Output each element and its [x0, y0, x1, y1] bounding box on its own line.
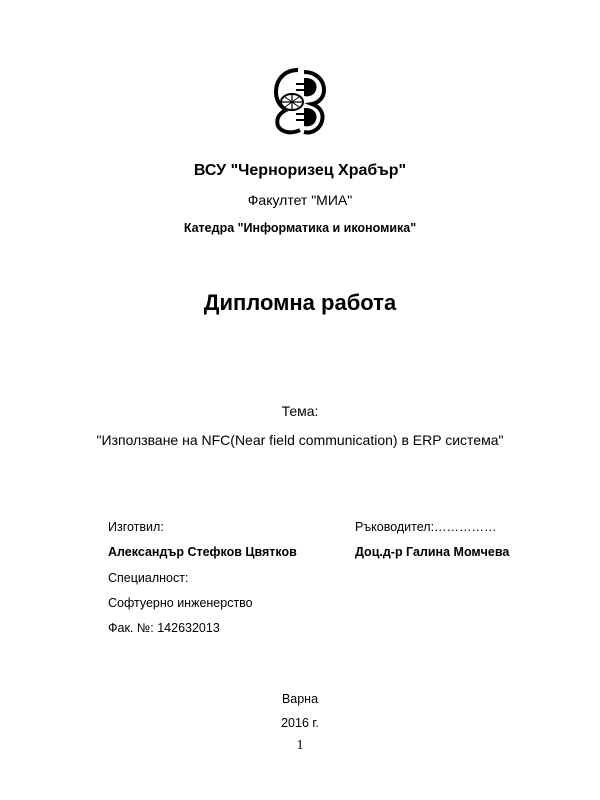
department-name: Катедра "Информатика и икономика": [183, 221, 417, 235]
author-label: Изготвил:: [108, 520, 164, 534]
university-logo-icon: [270, 66, 328, 136]
year: 2016 г.: [281, 716, 319, 730]
university-name: ВСУ "Черноризец Храбър": [193, 162, 407, 179]
faculty-name: Факултет "МИА": [247, 192, 353, 208]
topic-label: Тема:: [281, 403, 319, 419]
faculty-number: Фак. №: 142632013: [108, 621, 220, 635]
supervisor-label: Ръководител:……………: [355, 520, 497, 534]
supervisor-name: Доц.д-р Галина Момчева: [355, 545, 510, 559]
specialty-value: Софтуерно инженерство: [108, 596, 253, 610]
city: Варна: [281, 692, 319, 706]
specialty-label: Специалност:: [108, 571, 189, 585]
author-name: Александър Стефков Цвятков: [108, 545, 297, 559]
page-number: 1: [296, 738, 304, 753]
thesis-title: Дипломна работа: [203, 290, 397, 315]
topic-text: "Използване на NFC(Near field communication) в ERP система": [96, 432, 504, 448]
